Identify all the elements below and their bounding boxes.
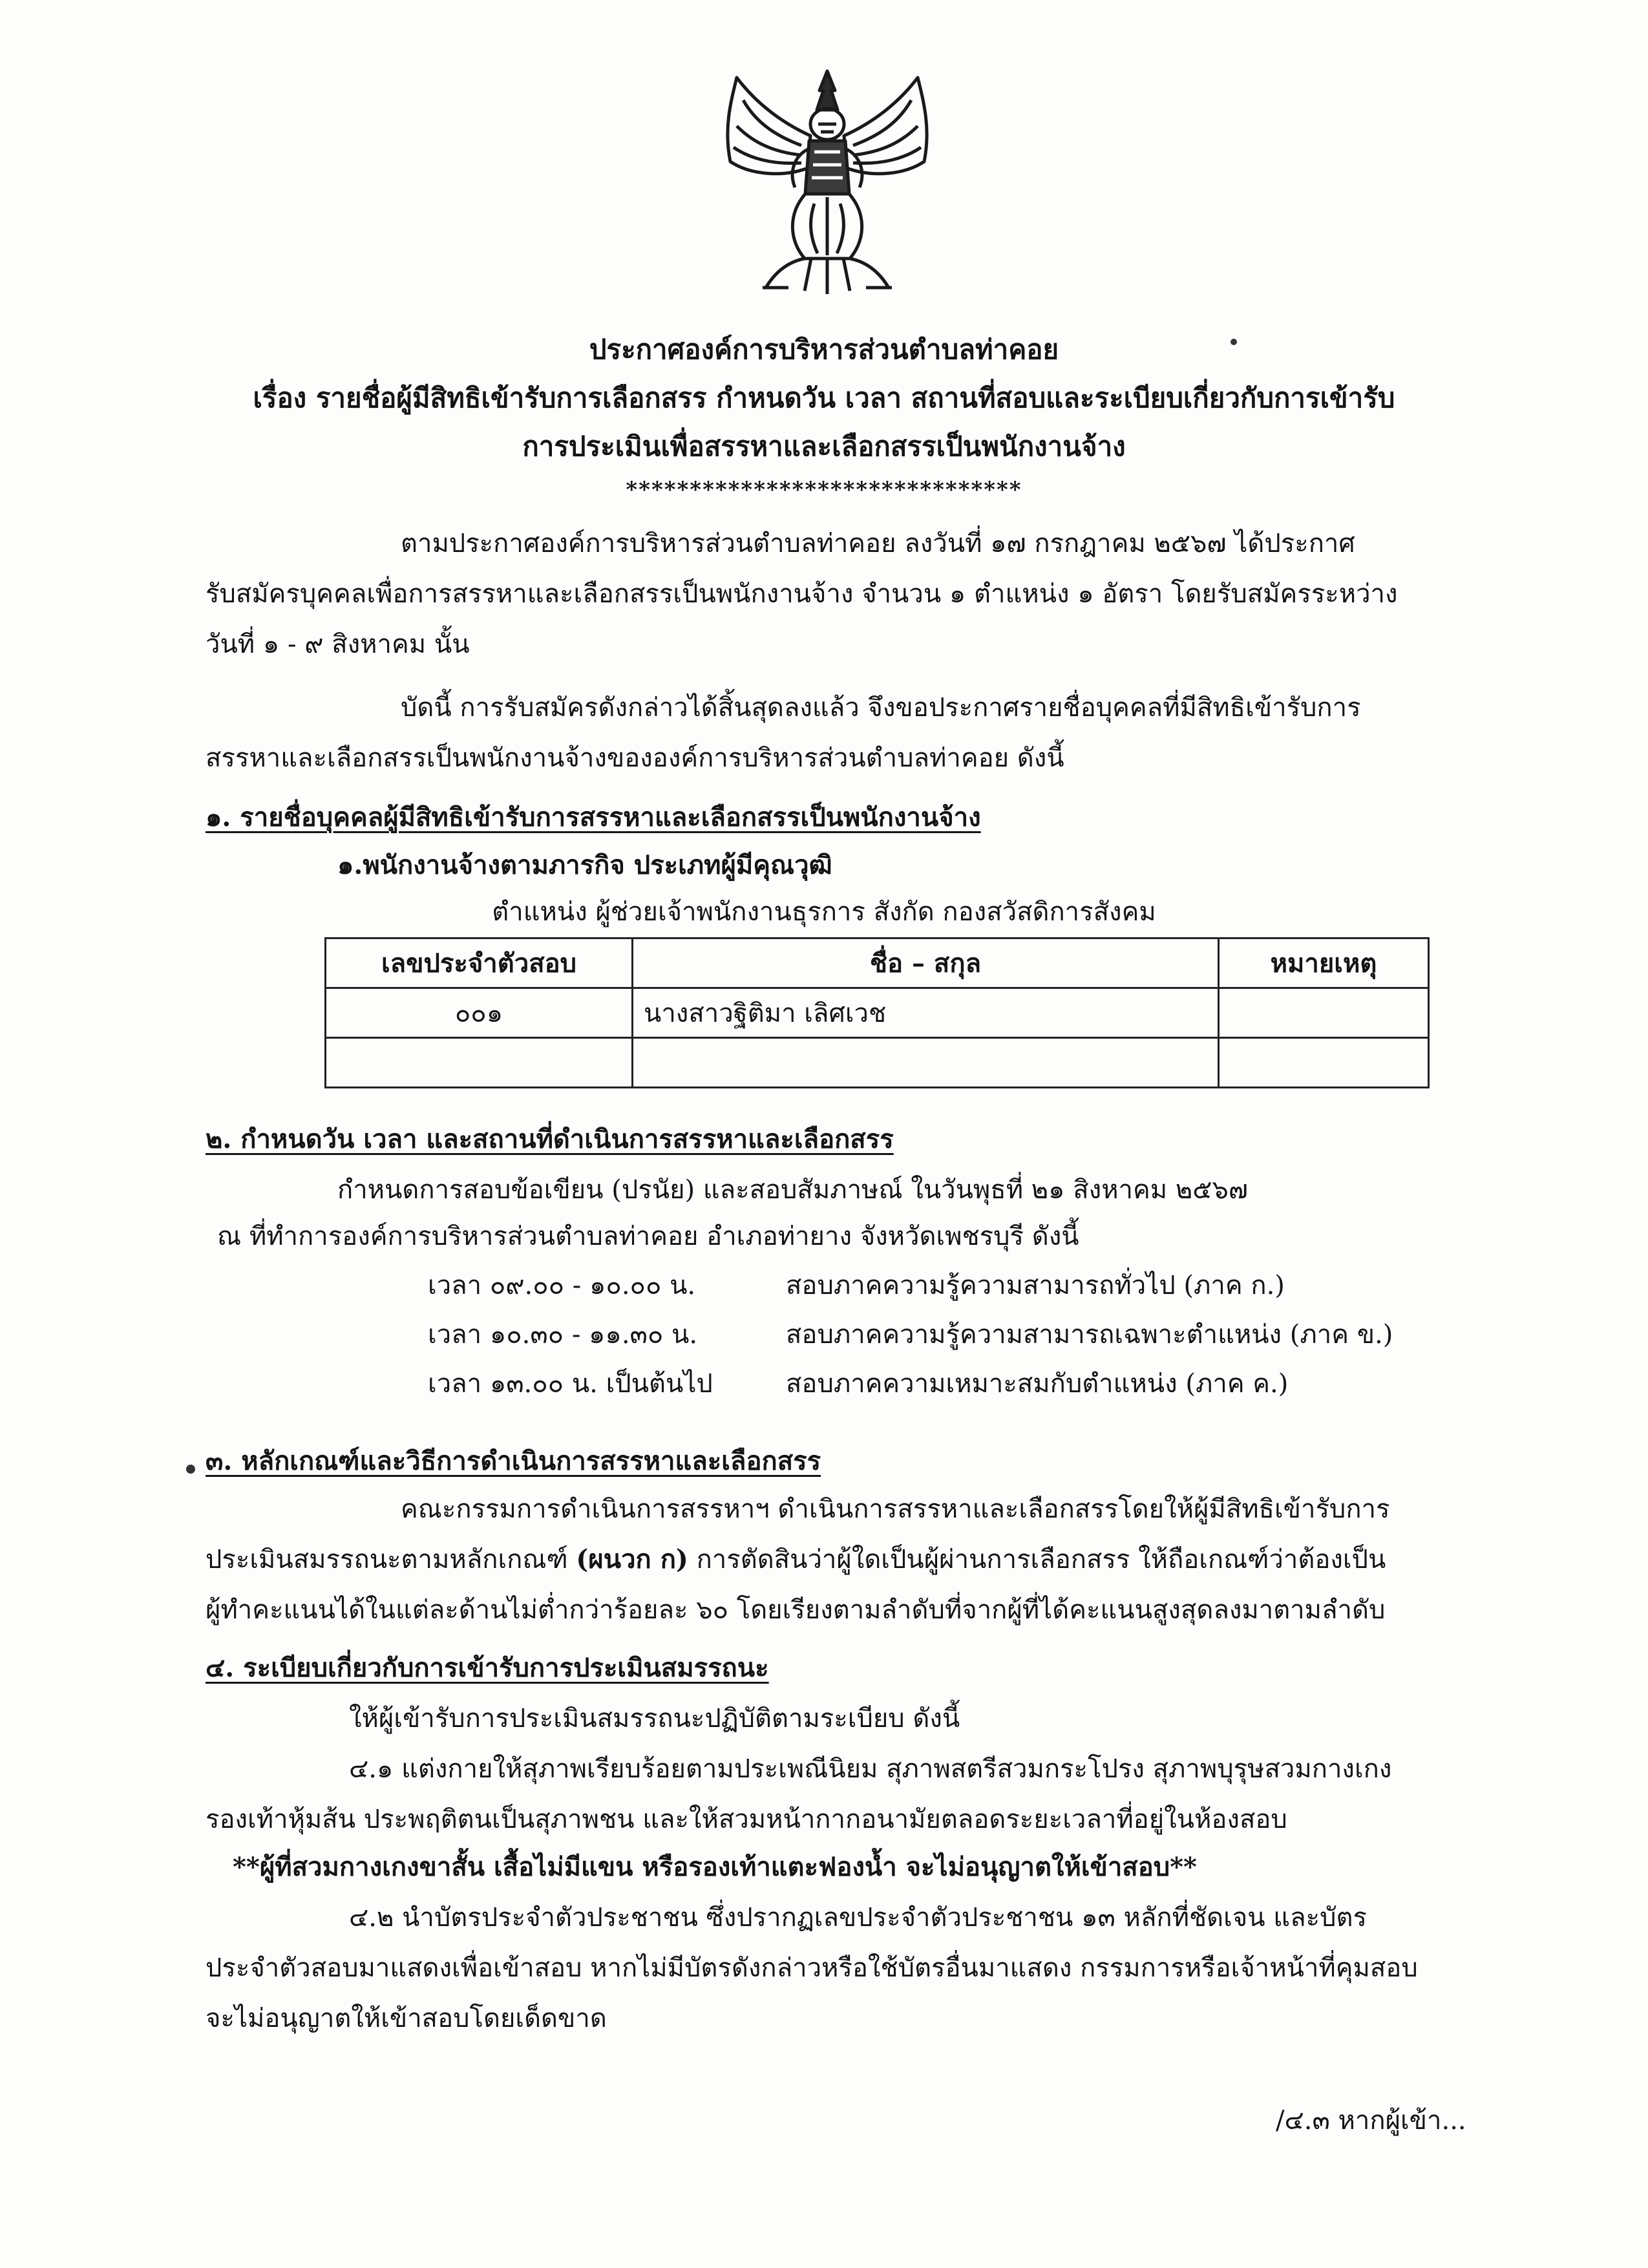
- section4-intro: ให้ผู้เข้ารับการประเมินสมรรถนะปฏิบัติตามระเบียบ ดังนี้: [349, 1704, 960, 1733]
- intro-p1-line2: รับสมัครบุคคลเพื่อการสรรหาและเลือกสรรเป็นพนักงานจ้าง จำนวน ๑ ตำแหน่ง ๑ อัตรา โดยรับสมัครระหว่าง: [206, 579, 1398, 609]
- section2-line1: กำหนดการสอบข้อเขียน (ปรนัย) และสอบสัมภาษณ์ ในวันพุธที่ ๒๑ สิงหาคม ๒๕๖๗: [337, 1175, 1248, 1205]
- intro-p1-line3: วันที่ ๑ - ๙ สิงหาคม นั้น: [206, 630, 470, 659]
- schedule-desc-3: สอบภาคความเหมาะสมกับตำแหน่ง (ภาค ค.): [786, 1369, 1289, 1399]
- scan-speck: [186, 1465, 195, 1474]
- cell-name: นางสาวฐิติมา เลิศเวช: [633, 988, 1219, 1038]
- intro-p2-line1: บัดนี้ การรับสมัครดังกล่าวได้สิ้นสุดลงแล้ว จึงขอประกาศรายชื่อบุคคลที่มีสิทธิเข้ารับการ: [401, 693, 1361, 723]
- annex-reference: (ผนวก ก): [576, 1544, 688, 1574]
- schedule-time-3: เวลา ๑๓.๐๐ น. เป็นต้นไป: [428, 1369, 713, 1399]
- section2-line2: ณ ที่ทำการองค์การบริหารส่วนตำบลท่าคอย อำเภอท่ายาง จังหวัดเพชรบุรี ดังนี้: [217, 1222, 1079, 1251]
- schedule-time-1: เวลา ๐๙.๐๐ - ๑๐.๐๐ น.: [428, 1271, 696, 1300]
- section1-heading: ๑. รายชื่อบุคคลผู้มีสิทธิเข้ารับการสรรหาและเลือกสรรเป็นพนักงานจ้าง: [206, 802, 981, 832]
- section3-line3: ผู้ทำคะแนนได้ในแต่ละด้านไม่ต่ำกว่าร้อยละ ๖๐ โดยเรียงตามลำดับที่จากผู้ที่ได้คะแนนสูงสุดลงมาตามลำดับ: [206, 1595, 1386, 1625]
- rule-4-1-line1: ๔.๑ แต่งกายให้สุภาพเรียบร้อยตามประเพณีนิยม สุภาพสตรีสวมกระโปรง สุภาพบุรุษสวมกางเกง: [349, 1754, 1392, 1784]
- rule-4-2-line2: ประจำตัวสอบมาแสดงเพื่อเข้าสอบ หากไม่มีบัตรดังกล่าวหรือใช้บัตรอื่นมาแสดง กรรมการหรือเจ้าหน้าที่คุมสอบ: [206, 1953, 1418, 1983]
- table-header-row: [326, 938, 1429, 988]
- announcement-title: ประกาศองค์การบริหารส่วนตำบลท่าคอย: [589, 334, 1059, 365]
- section1-position: ตำแหน่ง ผู้ช่วยเจ้าพนักงานธุรการ สังกัด กองสวัสดิการสังคม: [492, 897, 1156, 927]
- table-row: [326, 988, 1429, 1038]
- table-row: [326, 1038, 1429, 1088]
- cell-exam-id: [326, 1038, 633, 1088]
- section2-heading: ๒. กำหนดวัน เวลา และสถานที่ดำเนินการสรรหาและเลือกสรร: [206, 1124, 894, 1154]
- dress-code-warning: **ผู้ที่สวมกางเกงขาสั้น เสื้อไม่มีแขน หรือรองเท้าแตะฟองน้ำ จะไม่อนุญาตให้เข้าสอบ**: [233, 1852, 1197, 1882]
- garuda-emblem-icon: [692, 65, 963, 297]
- cell-exam-id: ๐๐๑: [326, 988, 633, 1038]
- schedule-desc-2: สอบภาคความรู้ความสามารถเฉพาะตำแหน่ง (ภาค ข.): [786, 1320, 1393, 1350]
- section3-line1: คณะกรรมการดำเนินการสรรหาฯ ดำเนินการสรรหาและเลือกสรรโดยให้ผู้มีสิทธิเข้ารับการ: [401, 1494, 1390, 1524]
- rule-4-2-line1: ๔.๒ นำบัตรประจำตัวประชาชน ซึ่งปรากฏเลขประจำตัวประชาชน ๑๓ หลักที่ชัดเจน และบัตร: [349, 1903, 1367, 1933]
- col-header-name: ชื่อ – สกุล: [633, 938, 1219, 988]
- candidate-table: [324, 937, 1430, 1088]
- col-header-exam-id: เลขประจำตัวสอบ: [326, 938, 633, 988]
- intro-p1-line1: ตามประกาศองค์การบริหารส่วนตำบลท่าคอย ลงวันที่ ๑๗ กรกฎาคม ๒๕๖๗ ได้ประกาศ: [401, 529, 1355, 558]
- section3-line2-start: ประเมินสมรรถนะตามหลักเกณฑ์: [206, 1545, 568, 1574]
- section4-heading: ๔. ระเบียบเกี่ยวกับการเข้ารับการประเมินสมรรถนะ: [206, 1653, 769, 1683]
- intro-p2-line2: สรรหาและเลือกสรรเป็นพนักงานจ้างขององค์การบริหารส่วนตำบลท่าคอย ดังนี้: [206, 743, 1064, 773]
- section3-line2-end: การตัดสินว่าผู้ใดเป็นผู้ผ่านการเลือกสรร ให้ถือเกณฑ์ว่าต้องเป็น: [696, 1545, 1386, 1574]
- announcement-subject: เรื่อง รายชื่อผู้มีสิทธิเข้ารับการเลือกสรร กำหนดวัน เวลา สถานที่สอบและระเบียบเกี่ยวกับการเข้ารับ: [253, 382, 1395, 414]
- cell-name: [633, 1038, 1219, 1088]
- cell-note: [1219, 988, 1429, 1038]
- schedule-time-2: เวลา ๑๐.๓๐ - ๑๑.๓๐ น.: [428, 1320, 698, 1350]
- col-header-note: หมายเหตุ: [1219, 938, 1429, 988]
- scan-speck: [1231, 339, 1237, 345]
- rule-4-1-line2: รองเท้าหุ้มส้น ประพฤติตนเป็นสุภาพชน และให้สวมหน้ากากอนามัยตลอดระยะเวลาที่อยู่ในห้องสอบ: [206, 1805, 1287, 1834]
- announcement-subject-cont: การประเมินเพื่อสรรหาและเลือกสรรเป็นพนักงานจ้าง: [522, 430, 1126, 462]
- title-separator: *******************************: [626, 477, 1022, 503]
- section3-line2: [206, 1538, 1386, 1581]
- cell-note: [1219, 1038, 1429, 1088]
- schedule-desc-1: สอบภาคความรู้ความสามารถทั่วไป (ภาค ก.): [786, 1271, 1285, 1300]
- rule-4-2-line3: จะไม่อนุญาตให้เข้าสอบโดยเด็ดขาด: [206, 2004, 607, 2033]
- continuation-note: /๔.๓ หากผู้เข้า...: [1276, 2106, 1466, 2136]
- section1-subheading: ๑.พนักงานจ้างตามภารกิจ ประเภทผู้มีคุณวุฒิ: [337, 850, 832, 880]
- section3-heading: ๓. หลักเกณฑ์และวิธีการดำเนินการสรรหาและเลือกสรร: [206, 1446, 821, 1476]
